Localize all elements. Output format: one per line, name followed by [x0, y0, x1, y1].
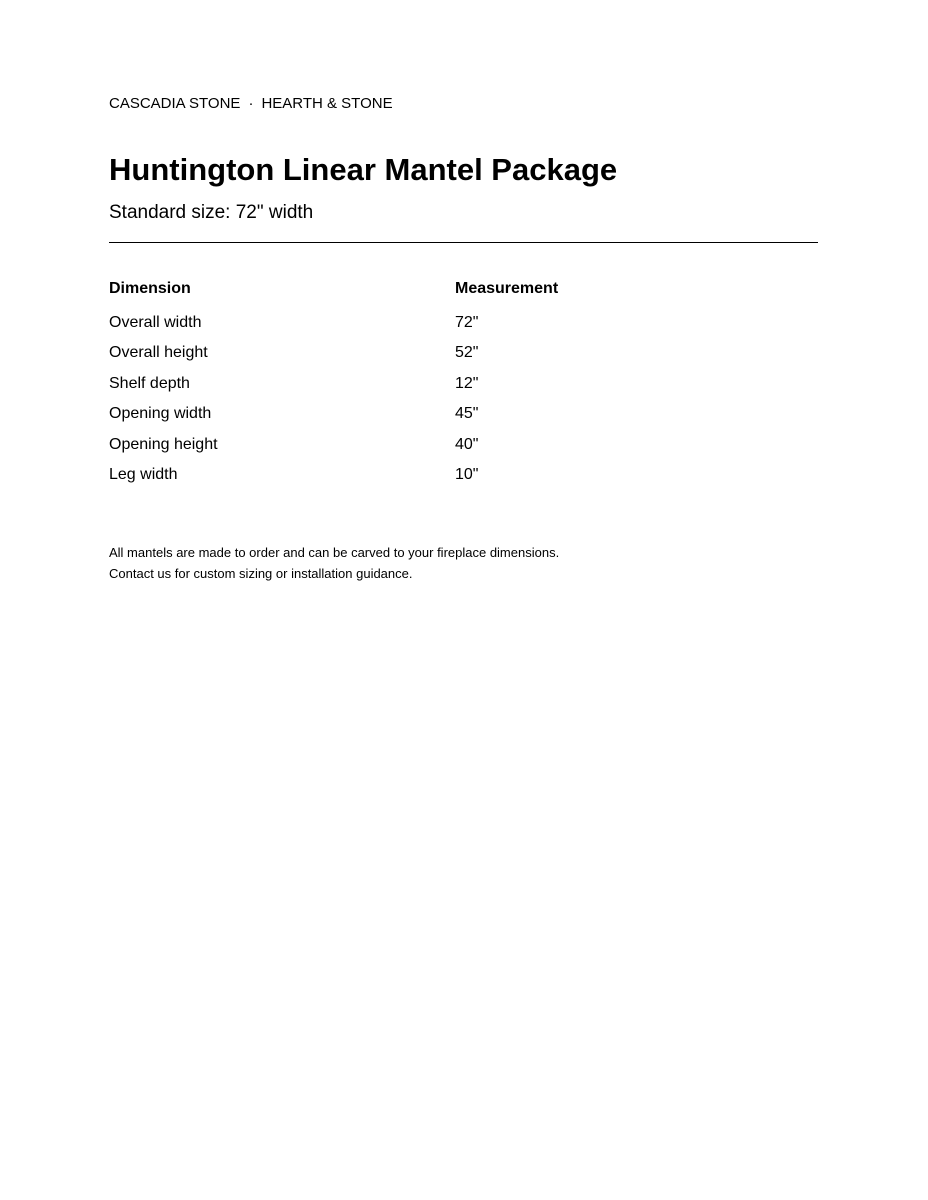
table-row	[109, 403, 558, 433]
dimension-cell: Shelf depth	[109, 374, 190, 392]
footnote	[109, 542, 559, 584]
page-title: Huntington Linear Mantel Package	[109, 152, 618, 187]
table-row	[109, 373, 558, 403]
page-subtitle: Standard size: 72" width	[109, 202, 314, 223]
dimensions-table	[109, 278, 558, 494]
table-row	[109, 342, 558, 372]
category-name: HEARTH & STONE	[261, 95, 393, 112]
dimension-cell: Leg width	[109, 465, 178, 483]
dimension-cell: Opening height	[109, 435, 218, 453]
company-name: CASCADIA STONE	[109, 95, 241, 112]
measurement-cell: 45"	[455, 405, 479, 423]
dimension-cell: Overall width	[109, 314, 202, 331]
divider	[109, 242, 818, 243]
footnote-line: All mantels are made to order and can be carved to your fireplace dimensions.	[109, 545, 560, 560]
column-header-dimension: Dimension	[109, 280, 191, 297]
measurement-cell: 72"	[455, 314, 479, 331]
dimension-cell: Opening width	[109, 405, 212, 423]
dimension-cell: Overall height	[109, 344, 208, 362]
measurement-cell: 40"	[455, 435, 479, 453]
table-row	[109, 312, 558, 342]
footnote-line: Contact us for custom sizing or installation guidance.	[109, 566, 413, 581]
table-header-row	[109, 278, 558, 312]
brand-line	[109, 95, 393, 113]
measurement-cell: 10"	[455, 465, 479, 483]
measurement-cell: 52"	[455, 344, 479, 362]
measurement-cell: 12"	[455, 374, 479, 392]
column-header-measurement: Measurement	[455, 280, 559, 297]
table-row	[109, 464, 558, 494]
table-row	[109, 434, 558, 464]
brand-separator: ·	[248, 95, 254, 112]
